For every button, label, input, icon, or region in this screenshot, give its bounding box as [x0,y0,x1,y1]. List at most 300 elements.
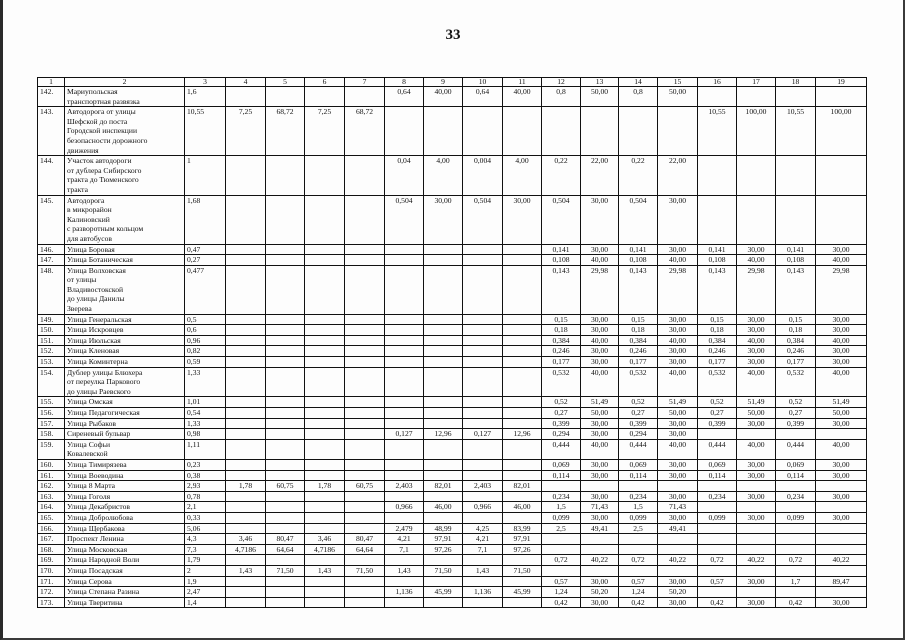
table-row [38,555,867,566]
value-cell: 0,504 [542,195,581,244]
table-row [38,314,867,325]
value-cell [226,265,266,314]
header-col-2: 2 [65,78,185,87]
value-cell [424,397,463,408]
value-cell: 30,00 [658,512,698,523]
road-name-cell: Улица Посадская [65,565,185,576]
road-name-cell: Улица 8 Марта [65,481,185,492]
road-name-cell: Улица Гоголя [65,491,185,502]
value-cell: 0,234 [619,491,658,502]
value-cell: 30,00 [737,346,776,357]
value-cell: 30,00 [816,314,867,325]
value-cell: 0,294 [619,429,658,440]
value-cell [385,418,424,429]
value-cell [424,459,463,470]
value-cell: 0,246 [619,346,658,357]
value-cell: 46,00 [424,502,463,513]
value-cell [305,587,345,598]
value-cell: 0,532 [698,367,737,397]
value-cell: 0,141 [542,244,581,255]
value-cell [305,429,345,440]
row-number-cell: 161. [38,470,65,481]
value-cell: 48,99 [424,523,463,534]
value-cell: 1,5 [619,502,658,513]
value-cell: 0,246 [776,346,816,357]
value-cell: 40,00 [816,367,867,397]
value-cell: 50,20 [581,587,619,598]
value-cell [305,523,345,534]
road-name-cell: Улица Омская [65,397,185,408]
value-cell: 40,00 [737,367,776,397]
header-col-16: 16 [698,78,737,87]
header-col-1: 1 [38,78,65,87]
value-cell: 30,00 [737,459,776,470]
value-cell [305,325,345,336]
value-cell [424,314,463,325]
value-cell: 30,00 [581,357,619,368]
value-cell: 2,1 [185,502,226,513]
value-cell [424,555,463,566]
value-cell: 40,00 [503,87,542,107]
value-cell [658,544,698,555]
value-cell [345,265,385,314]
value-cell [305,244,345,255]
value-cell: 30,00 [581,418,619,429]
value-cell [345,408,385,419]
row-number-cell: 142. [38,87,65,107]
value-cell: 0,57 [619,576,658,587]
value-cell: 30,00 [737,491,776,502]
value-cell: 12,96 [503,429,542,440]
value-cell: 40,00 [658,335,698,346]
row-number-cell: 143. [38,107,65,156]
value-cell: 2,5 [619,523,658,534]
value-cell [619,481,658,492]
value-cell [305,265,345,314]
value-cell: 1,01 [185,397,226,408]
value-cell: 30,00 [658,429,698,440]
value-cell [345,502,385,513]
value-cell: 10,55 [185,107,226,156]
value-cell: 40,00 [737,335,776,346]
value-cell [698,523,737,534]
value-cell [385,512,424,523]
value-cell [619,544,658,555]
value-cell [424,107,463,156]
value-cell: 0,04 [385,156,424,195]
value-cell: 0,143 [619,265,658,314]
row-number-cell: 166. [38,523,65,534]
value-cell: 0,504 [463,195,503,244]
value-cell: 0,399 [542,418,581,429]
value-cell: 51,49 [658,397,698,408]
value-cell: 4,25 [463,523,503,534]
value-cell: 0,966 [385,502,424,513]
value-cell [385,470,424,481]
value-cell: 0,38 [185,470,226,481]
value-cell [226,346,266,357]
value-cell [385,491,424,502]
value-cell [542,481,581,492]
value-cell: 0,72 [698,555,737,566]
value-cell: 30,00 [658,195,698,244]
row-number-cell: 157. [38,418,65,429]
value-cell [463,491,503,502]
value-cell: 71,50 [345,565,385,576]
value-cell [266,408,305,419]
table-row [38,534,867,545]
value-cell: 0,114 [698,470,737,481]
value-cell [463,357,503,368]
row-number-cell: 167. [38,534,65,545]
value-cell [463,314,503,325]
value-cell: 4,3 [185,534,226,545]
value-cell: 1,43 [463,565,503,576]
value-cell [658,534,698,545]
value-cell [266,397,305,408]
road-name-cell: Улица Генеральская [65,314,185,325]
value-cell: 0,72 [619,555,658,566]
value-cell [737,195,776,244]
road-name-cell: Улица Кленовая [65,346,185,357]
value-cell: 30,00 [581,491,619,502]
road-name-cell: Дублер улицы Блюхера от переулка Паркового до улицы Раевского [65,367,185,397]
value-cell [737,534,776,545]
road-name-cell: Улица Московская [65,544,185,555]
value-cell: 5,06 [185,523,226,534]
value-cell [658,107,698,156]
value-cell [226,439,266,459]
table-row [38,597,867,608]
value-cell [698,587,737,598]
value-cell: 1,24 [619,587,658,598]
page-number: 33 [445,27,461,43]
value-cell: 30,00 [737,325,776,336]
row-number-cell: 151. [38,335,65,346]
value-cell [698,156,737,195]
value-cell: 30,00 [737,418,776,429]
value-cell: 0,18 [542,325,581,336]
value-cell [226,87,266,107]
value-cell: 40,00 [737,255,776,266]
value-cell [816,156,867,195]
value-cell [816,481,867,492]
value-cell [305,314,345,325]
value-cell: 0,18 [698,325,737,336]
value-cell [737,587,776,598]
value-cell [305,502,345,513]
value-cell [226,555,266,566]
value-cell [503,408,542,419]
value-cell [266,367,305,397]
row-number-cell: 148. [38,265,65,314]
value-cell: 40,00 [424,87,463,107]
value-cell [503,512,542,523]
row-number-cell: 146. [38,244,65,255]
value-cell [226,576,266,587]
value-cell: 0,477 [185,265,226,314]
value-cell [816,429,867,440]
value-cell: 80,47 [266,534,305,545]
value-cell: 30,00 [658,418,698,429]
value-cell: 0,246 [542,346,581,357]
value-cell: 51,49 [581,397,619,408]
value-cell: 30,00 [737,576,776,587]
value-cell: 0,177 [698,357,737,368]
value-cell [345,255,385,266]
value-cell: 30,00 [658,346,698,357]
header-col-15: 15 [658,78,698,87]
header-col-13: 13 [581,78,619,87]
table-row [38,107,867,156]
value-cell: 0,143 [542,265,581,314]
value-cell: 46,00 [503,502,542,513]
value-cell: 49,41 [581,523,619,534]
value-cell [226,597,266,608]
value-cell [503,439,542,459]
value-cell [305,346,345,357]
value-cell [266,470,305,481]
value-cell: 1,79 [185,555,226,566]
value-cell [266,255,305,266]
value-cell: 71,50 [503,565,542,576]
roads-table [37,77,867,608]
value-cell [305,470,345,481]
row-number-cell: 164. [38,502,65,513]
value-cell: 30,00 [581,512,619,523]
value-cell: 30,00 [816,325,867,336]
value-cell: 0,504 [385,195,424,244]
table-row [38,502,867,513]
value-cell: 0,384 [619,335,658,346]
value-cell [385,244,424,255]
value-cell [503,314,542,325]
value-cell [816,502,867,513]
value-cell: 100,00 [737,107,776,156]
value-cell: 30,00 [658,314,698,325]
value-cell [737,502,776,513]
value-cell [345,555,385,566]
value-cell [385,439,424,459]
value-cell: 1,9 [185,576,226,587]
value-cell [345,367,385,397]
value-cell [737,481,776,492]
value-cell: 1,11 [185,439,226,459]
value-cell: 71,50 [424,565,463,576]
value-cell: 30,00 [737,512,776,523]
road-name-cell: Проспект Ленина [65,534,185,545]
value-cell: 40,00 [658,439,698,459]
value-cell: 0,099 [619,512,658,523]
value-cell [424,418,463,429]
value-cell: 4,00 [424,156,463,195]
value-cell: 7,1 [463,544,503,555]
value-cell: 2,403 [385,481,424,492]
value-cell: 0,42 [698,597,737,608]
value-cell [345,491,385,502]
road-name-cell: Автодорога от улицы Шефской до поста Городской инспекции безопасности дорожного движения [65,107,185,156]
value-cell: 97,26 [424,544,463,555]
value-cell: 29,98 [737,265,776,314]
value-cell: 0,78 [185,491,226,502]
value-cell: 0,177 [776,357,816,368]
value-cell [424,244,463,255]
value-cell [385,408,424,419]
value-cell: 45,99 [503,587,542,598]
value-cell [226,459,266,470]
value-cell: 30,00 [658,597,698,608]
value-cell [226,408,266,419]
value-cell: 7,25 [305,107,345,156]
header-col-12: 12 [542,78,581,87]
value-cell: 1,68 [185,195,226,244]
value-cell: 2,403 [463,481,503,492]
value-cell: 1,43 [385,565,424,576]
value-cell: 30,00 [658,325,698,336]
value-cell [776,565,816,576]
row-number-cell: 173. [38,597,65,608]
value-cell [226,523,266,534]
road-name-cell: Улица Тимирязева [65,459,185,470]
value-cell: 2,93 [185,481,226,492]
value-cell [581,565,619,576]
value-cell [266,87,305,107]
value-cell: 12,96 [424,429,463,440]
table-row [38,265,867,314]
value-cell: 50,00 [816,408,867,419]
value-cell [503,265,542,314]
value-cell [345,346,385,357]
value-cell: 0,64 [463,87,503,107]
value-cell [737,565,776,576]
table-row [38,418,867,429]
value-cell [345,314,385,325]
value-cell [737,544,776,555]
value-cell: 1,78 [305,481,345,492]
value-cell [463,408,503,419]
value-cell: 4,7186 [226,544,266,555]
value-cell [776,523,816,534]
value-cell: 0,57 [542,576,581,587]
value-cell [385,107,424,156]
value-cell [503,255,542,266]
value-cell: 40,22 [581,555,619,566]
value-cell [463,335,503,346]
row-number-cell: 144. [38,156,65,195]
row-number-cell: 159. [38,439,65,459]
value-cell [503,325,542,336]
table-row [38,470,867,481]
value-cell [658,481,698,492]
value-cell: 0,504 [619,195,658,244]
value-cell: 29,98 [581,265,619,314]
value-cell: 50,00 [658,87,698,107]
value-cell: 40,00 [581,367,619,397]
value-cell [345,418,385,429]
header-col-10: 10 [463,78,503,87]
row-number-cell: 163. [38,491,65,502]
value-cell [424,255,463,266]
value-cell: 40,00 [658,255,698,266]
value-cell: 0,52 [698,397,737,408]
table-row [38,491,867,502]
value-cell [266,555,305,566]
value-cell [226,367,266,397]
value-cell [226,156,266,195]
value-cell [385,576,424,587]
value-cell [226,335,266,346]
value-cell [266,325,305,336]
value-cell [266,195,305,244]
value-cell: 22,00 [581,156,619,195]
value-cell [385,325,424,336]
value-cell [698,87,737,107]
value-cell: 49,41 [658,523,698,534]
value-cell [385,397,424,408]
value-cell [305,195,345,244]
value-cell [776,87,816,107]
value-cell: 30,00 [737,470,776,481]
value-cell [305,87,345,107]
value-cell: 0,966 [463,502,503,513]
value-cell: 50,20 [658,587,698,598]
value-cell [345,512,385,523]
value-cell: 1 [185,156,226,195]
value-cell [345,587,385,598]
value-cell: 0,069 [776,459,816,470]
value-cell: 51,49 [816,397,867,408]
table-row [38,576,867,587]
value-cell [816,87,867,107]
value-cell [266,314,305,325]
road-name-cell: Автодорога в микрорайон Калиновский с разворотным кольцом для автобусов [65,195,185,244]
value-cell [385,597,424,608]
value-cell [266,346,305,357]
header-col-5: 5 [266,78,305,87]
value-cell [424,597,463,608]
value-cell: 40,00 [581,439,619,459]
value-cell: 2 [185,565,226,576]
value-cell [226,397,266,408]
row-number-cell: 155. [38,397,65,408]
value-cell [266,439,305,459]
value-cell [226,587,266,598]
road-name-cell: Улица Степана Разина [65,587,185,598]
value-cell [345,576,385,587]
road-name-cell: Улица Июльская [65,335,185,346]
value-cell: 1,136 [463,587,503,598]
value-cell: 0,143 [698,265,737,314]
value-cell: 30,00 [581,195,619,244]
table-row [38,156,867,195]
value-cell [305,397,345,408]
value-cell [463,597,503,608]
value-cell [226,502,266,513]
table-row [38,335,867,346]
value-cell: 0,8 [542,87,581,107]
value-cell [463,367,503,397]
value-cell: 0,143 [776,265,816,314]
road-name-cell: Улица Волховская от улицы Владивостокской до улицы Данилы Зверева [65,265,185,314]
value-cell: 71,43 [581,502,619,513]
value-cell: 40,00 [816,255,867,266]
value-cell: 30,00 [658,357,698,368]
value-cell: 0,52 [776,397,816,408]
value-cell: 0,127 [385,429,424,440]
value-cell [463,470,503,481]
value-cell [542,544,581,555]
value-cell [698,565,737,576]
